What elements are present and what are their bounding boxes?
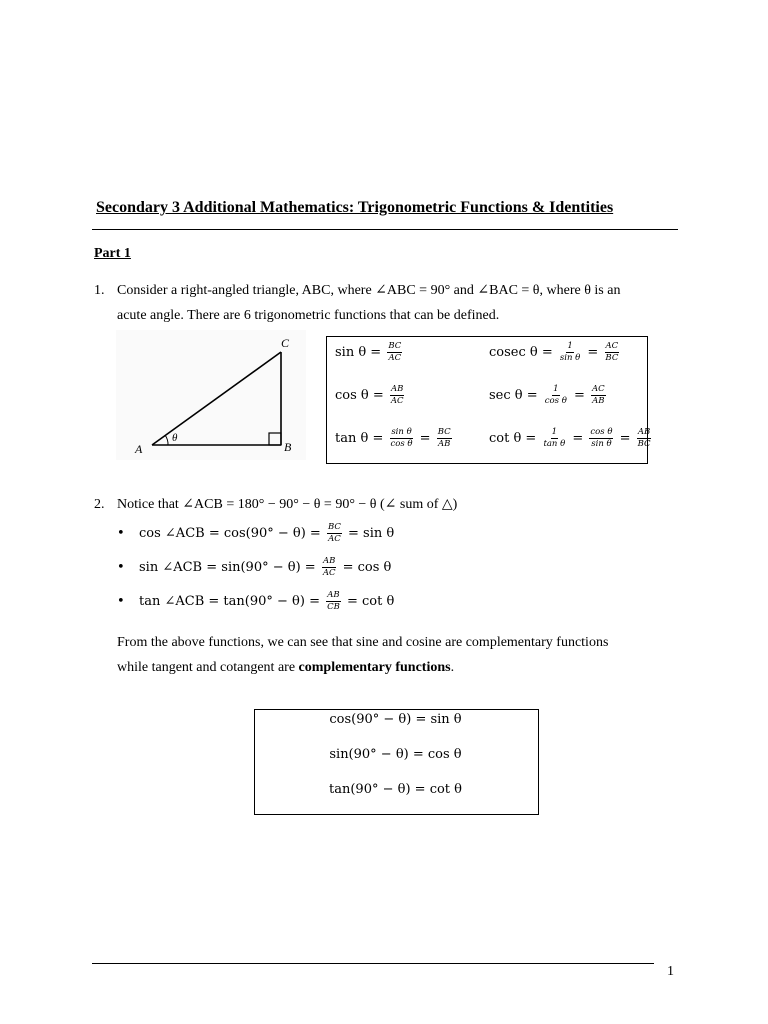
- formula-text: cosec θ =: [489, 345, 557, 360]
- numerator: AB: [322, 556, 336, 566]
- fraction: [591, 385, 606, 406]
- identity-tan: tan(90° − θ) = cot θ: [329, 782, 462, 797]
- fraction: [389, 428, 413, 449]
- denominator: AB: [592, 396, 605, 406]
- fraction: [604, 342, 619, 363]
- formula-text: cos ∠ACB = cos(90° − θ) =: [139, 526, 325, 541]
- numerator: AC: [605, 341, 619, 351]
- denominator: AC: [390, 396, 404, 406]
- numerator: sin θ: [391, 427, 412, 437]
- vertex-a-label: A: [135, 442, 143, 456]
- numerator: BC: [327, 522, 341, 532]
- formula-text: sin ∠ACB = sin(90° − θ) =: [139, 560, 320, 575]
- formula-text: = cos θ: [338, 560, 392, 575]
- fraction: [327, 523, 342, 544]
- numerator: cos θ: [590, 427, 613, 437]
- denominator: sin θ: [559, 353, 581, 363]
- item1-number: 1.: [94, 283, 105, 298]
- title-divider: [92, 229, 678, 230]
- item1-line2: acute angle. There are 6 trigonometric functions that can be defined.: [117, 308, 500, 323]
- numerator: 1: [553, 384, 559, 394]
- denominator: AC: [322, 568, 336, 578]
- identity-cos: cos(90° − θ) = sin θ: [329, 712, 462, 727]
- denominator: tan θ: [543, 439, 566, 449]
- paragraph-line2: [117, 659, 454, 677]
- formula-text: cot θ =: [489, 431, 541, 446]
- period: .: [450, 660, 455, 675]
- cos-definition: [335, 385, 407, 406]
- bullet-icon: •: [117, 594, 125, 609]
- paragraph-text: while tangent and cotangent are: [117, 660, 299, 675]
- formula-text: sec θ =: [489, 388, 542, 403]
- bullet-tan: [117, 591, 394, 612]
- vertex-b-label: B: [284, 440, 292, 454]
- numerator: BC: [388, 341, 402, 351]
- bold-term: complementary functions: [298, 660, 451, 675]
- item2-number: 2.: [94, 497, 105, 512]
- cot-definition: [489, 428, 654, 449]
- bullet-icon: •: [117, 526, 125, 541]
- footer-divider: [92, 963, 654, 964]
- document-title: Secondary 3 Additional Mathematics: Trigonometric Functions & Identities: [96, 199, 614, 216]
- denominator: AB: [437, 439, 451, 449]
- denominator: cos θ: [390, 439, 413, 449]
- fraction: [589, 428, 613, 449]
- numerator: 1: [567, 341, 573, 351]
- fraction: [542, 428, 566, 449]
- figure-background: [116, 330, 306, 460]
- denominator: CB: [327, 602, 340, 612]
- formula-text: =: [568, 431, 588, 446]
- paragraph-line1: From the above functions, we can see that sine and cosine are complementary functions: [117, 635, 609, 650]
- angle-theta-label: θ: [172, 432, 178, 444]
- fraction: [544, 385, 568, 406]
- fraction: [637, 428, 652, 449]
- fraction: [390, 385, 405, 406]
- triangle-figure: [116, 330, 306, 460]
- formula-text: = sin θ: [343, 526, 395, 541]
- sin-definition: [335, 342, 404, 363]
- formula-text: cos θ =: [335, 388, 388, 403]
- denominator: sin θ: [591, 439, 612, 449]
- denominator: AC: [328, 534, 341, 544]
- numerator: AB: [327, 590, 340, 600]
- denominator: AC: [388, 353, 402, 363]
- bullet-icon: •: [117, 560, 125, 575]
- formula-text: = cot θ: [342, 594, 395, 609]
- numerator: AB: [391, 384, 404, 394]
- numerator: BC: [437, 427, 451, 437]
- numerator: AC: [592, 384, 605, 394]
- sec-definition: [489, 385, 608, 406]
- bullet-sin: [117, 557, 391, 578]
- denominator: cos θ: [544, 396, 567, 406]
- denominator: BC: [605, 353, 619, 363]
- tan-definition: [335, 428, 454, 449]
- fraction: [387, 342, 402, 363]
- fraction: [559, 342, 581, 363]
- bullet-cos: [117, 523, 394, 544]
- item2-intro: Notice that ∠ACB = 180° − 90° − θ = 90° − θ (∠ sum of △): [117, 497, 458, 512]
- identity-sin: sin(90° − θ) = cos θ: [329, 747, 462, 762]
- formula-text: tan θ =: [335, 431, 388, 446]
- fraction: [322, 557, 337, 578]
- fraction: [437, 428, 452, 449]
- cosec-definition: [489, 342, 621, 363]
- vertex-c-label: C: [281, 336, 290, 350]
- page-number: 1: [667, 964, 674, 979]
- formula-text: tan ∠ACB = tan(90° − θ) =: [139, 594, 325, 609]
- formula-text: =: [415, 431, 435, 446]
- formula-text: =: [569, 388, 589, 403]
- numerator: 1: [551, 427, 558, 437]
- formula-text: =: [583, 345, 603, 360]
- numerator: AB: [637, 427, 651, 437]
- formula-text: sin θ =: [335, 345, 386, 360]
- part-heading: Part 1: [94, 246, 131, 261]
- formula-text: =: [615, 431, 635, 446]
- fraction: [326, 591, 341, 612]
- item1-line1: Consider a right-angled triangle, ABC, where ∠ABC = 90° and ∠BAC = θ, where θ is an: [117, 283, 621, 298]
- denominator: BC: [637, 439, 651, 449]
